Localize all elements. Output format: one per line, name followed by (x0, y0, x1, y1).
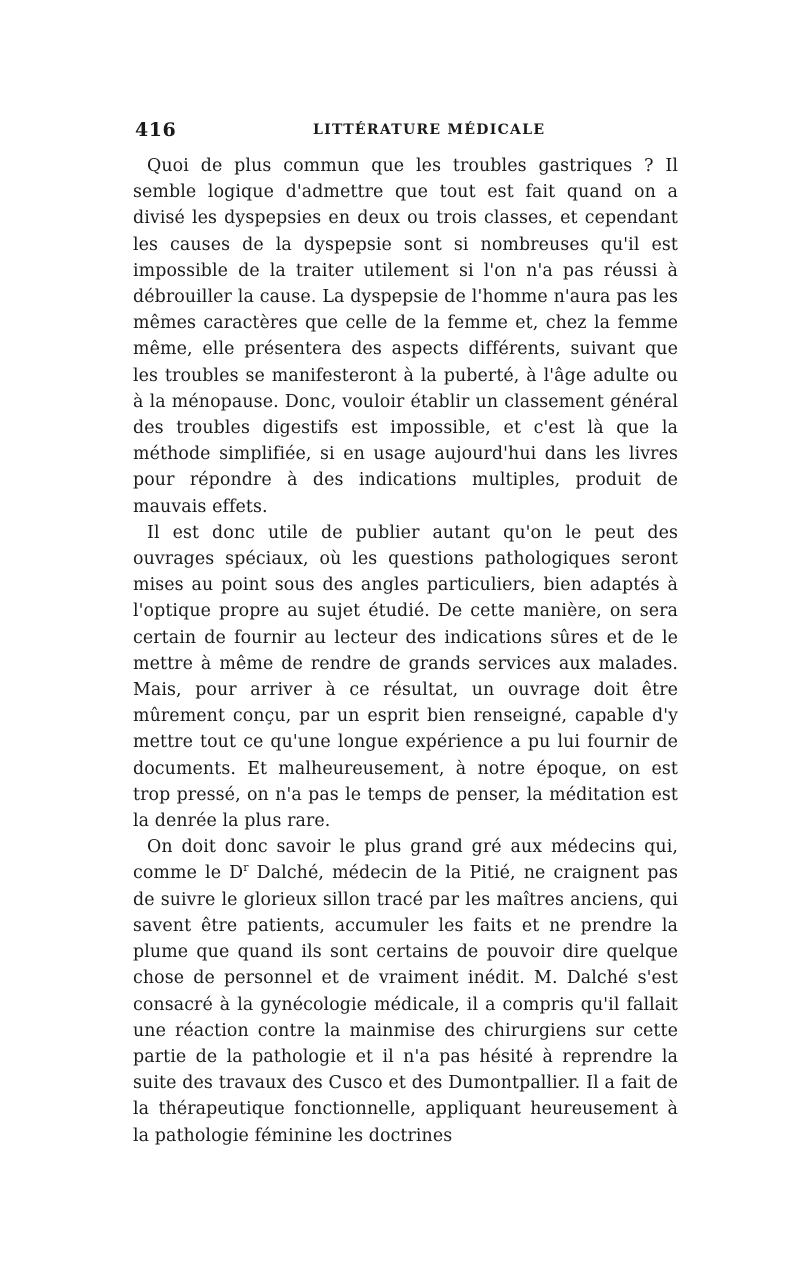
paragraph-2: Il est donc utile de publier autant qu'on le peut des ouvrages spéciaux, où les questions pathologiques seront mises au point sous des angles particuliers, bien adaptés à l'optique propre au sujet étudié. De cette manière, on sera certain de fournir au lecteur des indications sûres et de le mettre à même de rendre de grands services aux malades. Mais, pour arriver à ce résultat, un ouvrage doit être mûrement conçu, par un esprit bien renseigné, capable d'y mettre tout ce qu'une longue expérience a pu lui fournir de documents. Et malheureusement, à notre époque, on est trop pressé, on n'a pas le temps de penser, la méditation est la denrée la plus rare. (133, 522, 678, 832)
paragraph-3 (133, 834, 678, 1148)
paragraph-3-text-after: Dalché, médecin de la Pitié, ne craignent pas de suivre le glorieux sillon tracé par les maîtres anciens, qui savent être patients, accumuler les faits et ne prendre la plume que quand ils sont certains de pouvoir dire quelque chose de personnel et de vraiment inédit. M. Dalché s'est consacré à la gynécologie médicale, il a compris qu'il fallait une réaction contre la mainmise des chirurgiens sur cette partie de la pathologie et il n'a pas hésité à reprendre la suite des travaux des Cusco et des Dumontpallier. Il a fait de la thérapeutique fonctionnelle, appliquant heureusement à la pathologie féminine les doctrines (133, 863, 678, 1146)
doctor-superscript: r (243, 861, 249, 875)
paragraph-3-text-before: On doit donc savoir le plus grand gré aux médecins qui, comme le D (133, 837, 678, 884)
paragraph-1: Quoi de plus commun que les troubles gastriques ? Il semble logique d'admettre que tout est fait quand on a divisé les dyspepsies en deux ou trois classes, et cependant les causes de la dyspepsie sont si nombreuses qu'il est impossible de la traiter utilement si l'on n'a pas réussi à débrouiller la cause. La dyspepsie de l'homme n'aura pas les mêmes caractères que celle de la femme et, chez la femme même, elle présentera des aspects différents, suivant que les troubles se manifesteront à la puberté, à l'âge adulte ou à la ménopause. Donc, vouloir établir un classement général des troubles digestifs est impossible, et c'est là que la méthode simplifiée, si en usage aujourd'hui dans les livres pour répondre à des indications multiples, produit de mauvais effets. (133, 156, 678, 517)
page-number: 416 (135, 119, 177, 141)
running-head-title: LITTÉRATURE MÉDICALE (313, 122, 546, 138)
running-head (133, 119, 678, 145)
book-page (133, 119, 678, 1149)
